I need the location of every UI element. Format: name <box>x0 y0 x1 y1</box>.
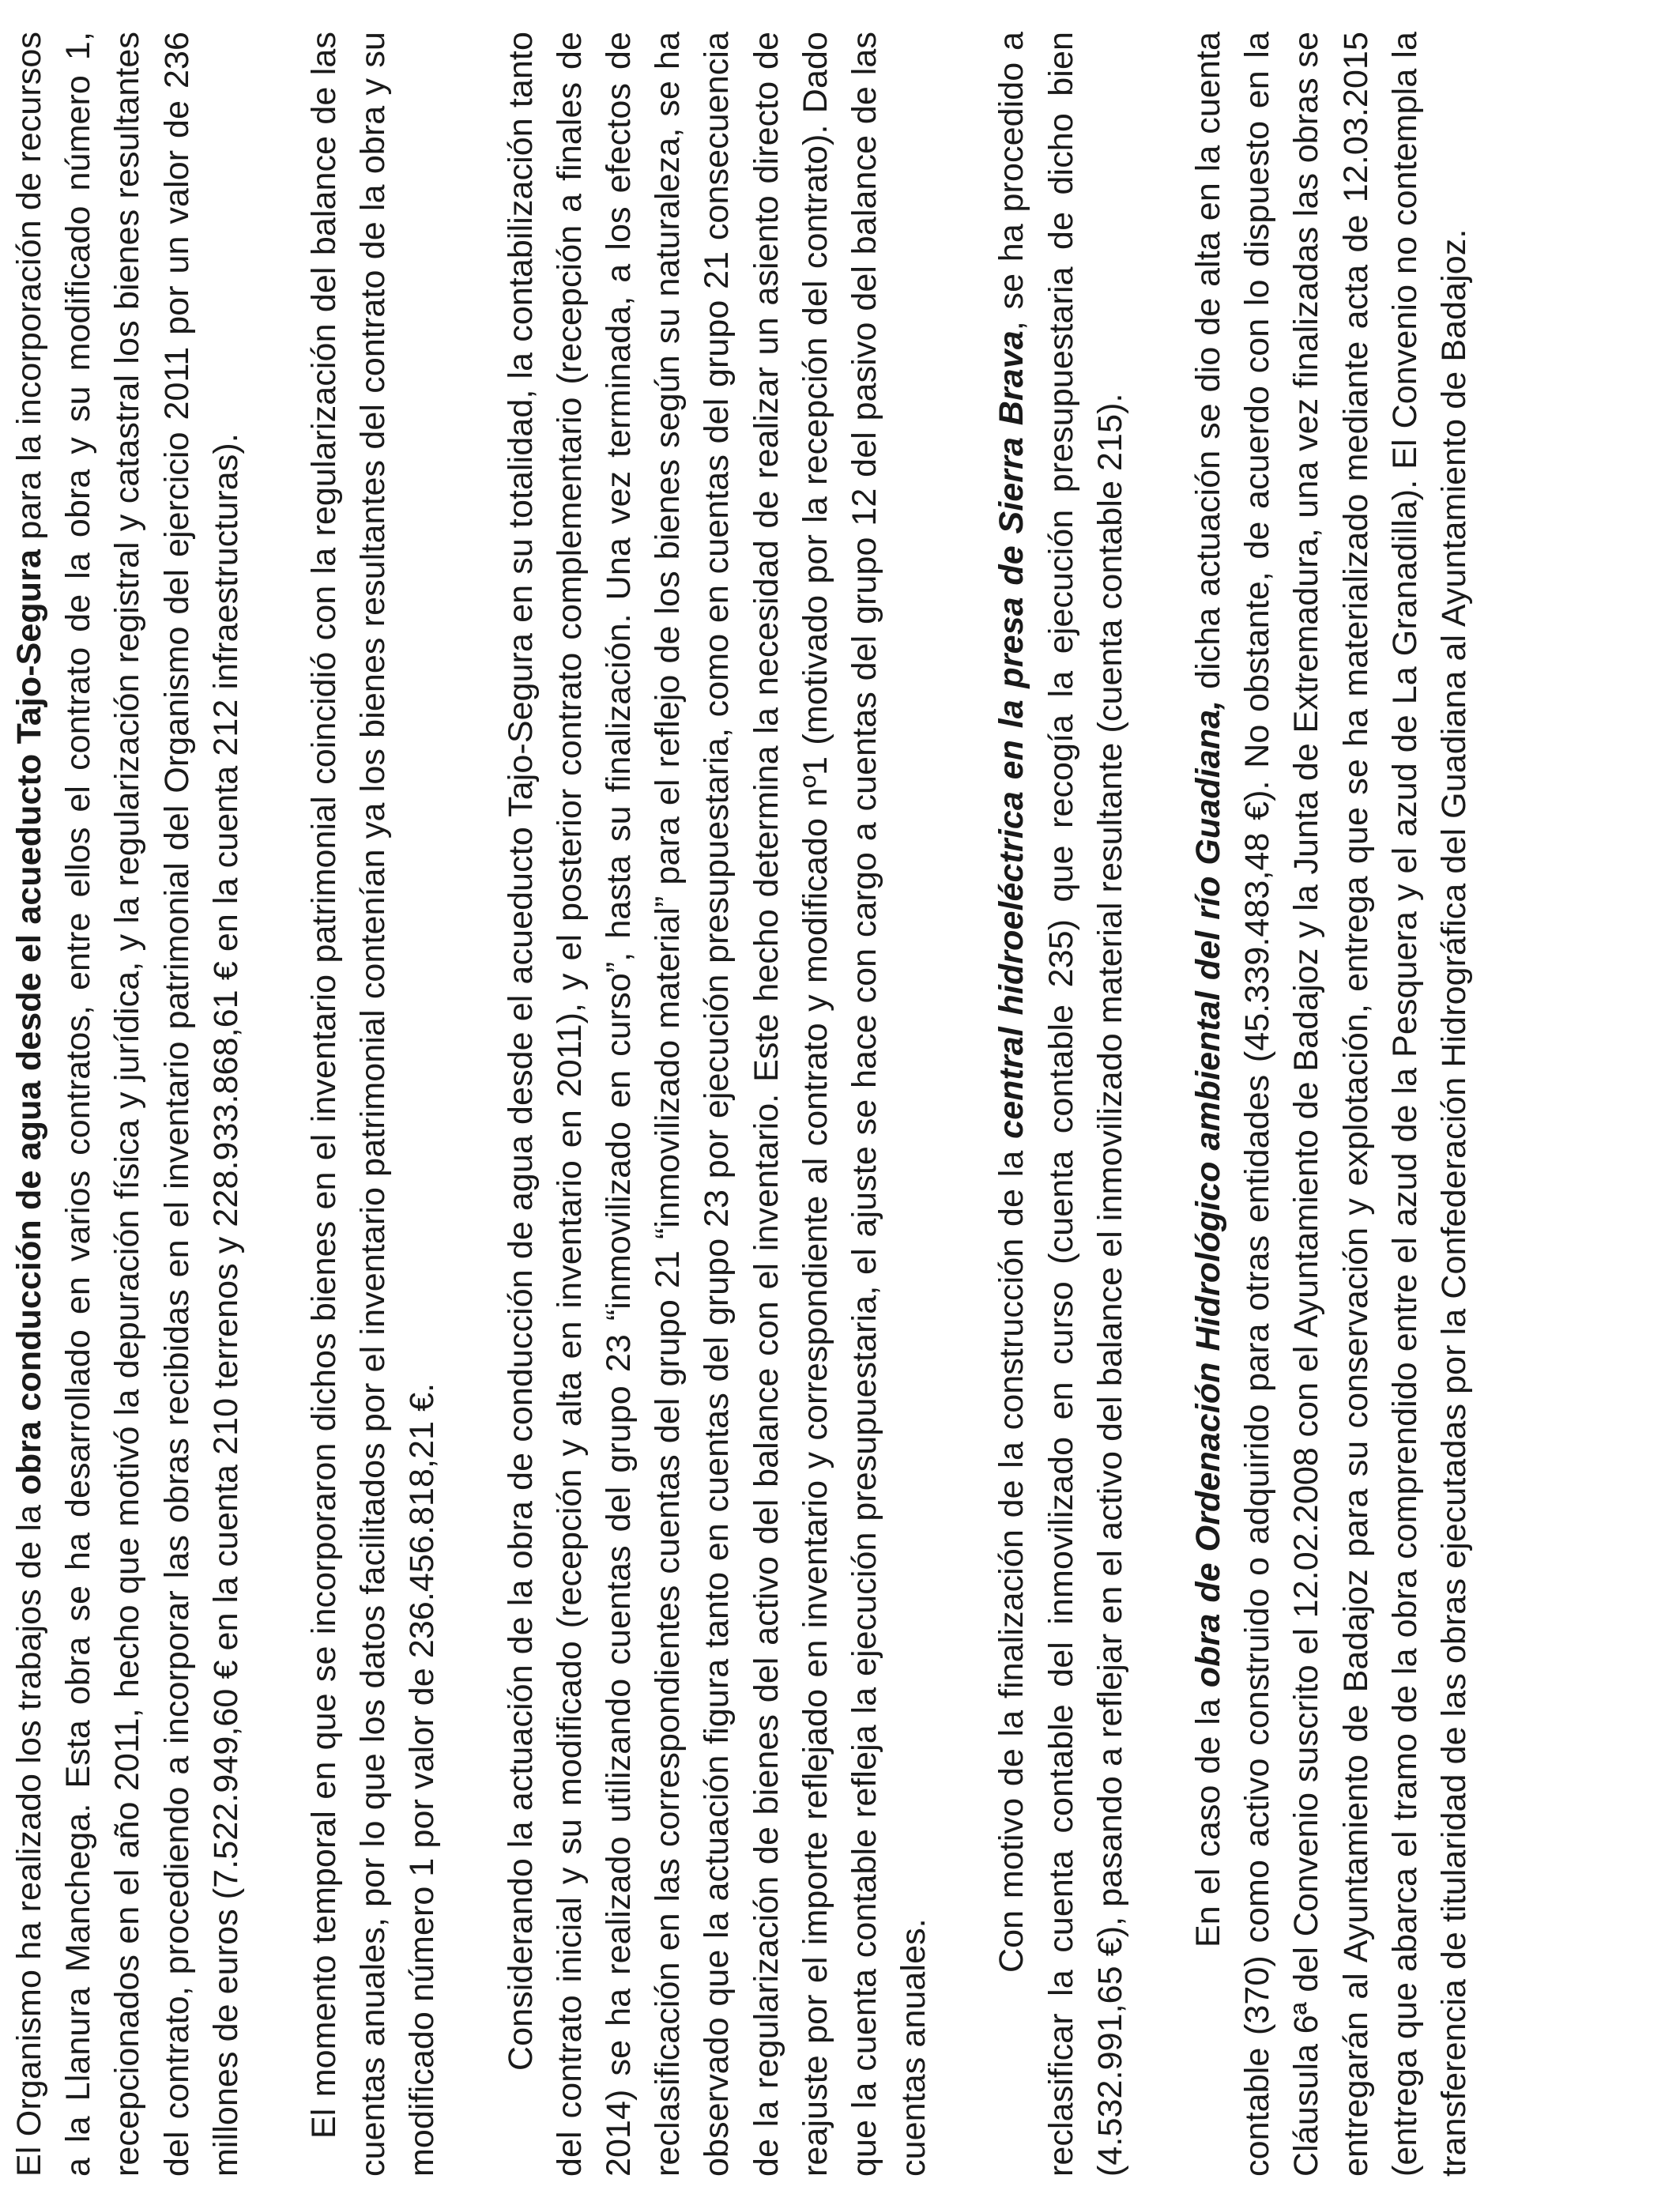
paragraph-inventory-timing <box>299 32 447 2177</box>
paragraph-text: El momento temporal en que se incorporaron dichos bienes en el inventario patrimonial coincidió con la regularización del balance de las cuentas anuales, por lo que los datos facilitados por el inventario patrimonial contenían ya los bienes resultantes del contrato de la obra y su modificado número 1 por valor de 236.456.818,21 €. <box>305 32 442 2177</box>
paragraph-text: Con motivo de la finalización de la construcción de la <box>993 1138 1031 1973</box>
paragraph-guadiana <box>1184 32 1478 2177</box>
paragraph-accounting-reclassification <box>496 32 939 2177</box>
paragraph-text: dicha actuación se dio de alta en la cuenta contable (370) como activo construido o adquirido para otras entidades (45.339.483,48 €). No obstante, de acuerdo con lo dispuesto en la Cláusula 6ª del Convenio suscrito el 12.02.2008 con el Ayuntamiento de Badajoz y la Junta de Extremadura, una vez finalizadas las obras se entregarán al Ayuntamiento de Badajoz para su conservación y explotación, entrega que se ha materializado mediante acta de 12.03.2015 (entrega que abarca el tramo de la obra comprendido entre el azud de la Pesquera y el azud de La Granadilla). El Convenio no contempla la transferencia de titularidad de las obras ejecutadas por la Confederación Hidrográfica del Guadiana al Ayuntamiento de Badajoz. <box>1189 31 1474 2177</box>
paragraph-sierra-brava <box>987 32 1135 2177</box>
paragraph-tajo-segura-works <box>5 32 250 2177</box>
paragraph-text: En el caso de la <box>1189 1687 1228 1947</box>
bold-italic-phrase: central hidroeléctrica en la presa de Sierra Brava <box>993 330 1031 1139</box>
bold-phrase: obra conducción de agua desde el acueducto Tajo-Segura <box>10 548 48 1495</box>
paragraph-text: Considerando la actuación de la obra de conducción de agua desde el acueducto Tajo-Segura en su totalidad, la contabilización tanto del contrato inicial y su modificado (recepción y alta en inventario en 2011), y el posterior contrato complementario (recepción a finales de 2014) se ha realizado utilizando cuentas del grupo 23 “inmovilizado en curso”, hasta su finalización. Una vez terminada, a los efectos de reclasificación en las correspondientes cuentas del grupo 21 “inmovilizado material” para el reflejo de los bienes según su naturaleza, se ha observado que la actuación figura tanto en cuentas del grupo 23 por ejecución presupuestaria, como en cuentas del grupo 21 consecuencia de la regularización de bienes del activo del balance con el inventario. Este hecho determina la necesidad de realizar un asiento directo de reajuste por el importe reflejado en inventario y correspondiente al contrato y modificado nº1 (motivado por la recepción del contrato). Dado que la cuenta contable refleja la ejecución presupuestaria, el ajuste se hace con cargo a cuentas del grupo 12 del pasivo del balance de las cuentas anuales. <box>501 32 933 2177</box>
paragraph-text: para la incorporación de recursos a la Llanura Manchega. Esta obra se ha desarrollado en varios contratos, entre ellos el contrato de la obra y su modificado número 1, recepcionados en el año 2011, hecho que motivó la depuración física y jurídica, y la regularización registral y catastral los bienes resultantes del contrato, procediendo a incorporar las obras recibidas en el inventario patrimonial del Organismo del ejercicio 2011 por un valor de 236 millones de euros (7.522.949,60 € en la cuenta 210 terrenos y 228.933.868,61 € en la cuenta 212 infraestructuras). <box>10 32 245 2177</box>
paragraph-text: El Organismo ha realizado los trabajos de la <box>10 1495 48 2177</box>
paragraph-text: , se ha procedido a reclasificar la cuenta contable del inmovilizado en curso (cuenta contable 235) que recogía la ejecución presupuestaria de dicho bien (4.532.991,65 €), pasando a reflejar en el activo del balance el inmovilizado material resultante (cuenta contable 215). <box>993 31 1129 2177</box>
bold-italic-phrase: obra de Ordenación Hidrológico ambiental del río Guadiana, <box>1189 699 1228 1688</box>
